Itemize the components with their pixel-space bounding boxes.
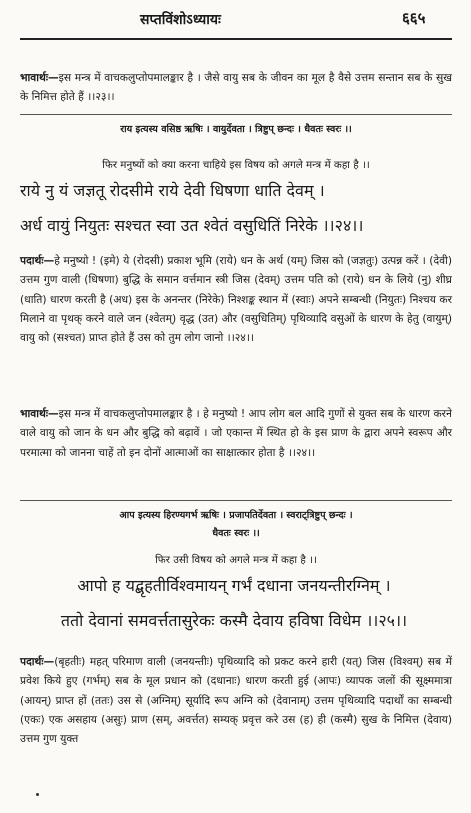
bhavarth-label: भावार्थः— (20, 71, 59, 84)
intro-25: फिर उसी विषय को अगले मन्त्र में कहा है ।। (155, 554, 317, 566)
section-rule (20, 114, 452, 115)
bhavarth-text: इस मन्त्र में वाचकलुप्तोपमालङ्कार है । हे मनुष्यो ! आप लोग बल आदि गुणों से युक्त सब के धारण करने वाले वायु को जान के धन और बुद्धि को बढ़ावें । जो एकान्त में स्थित हो के इस प्राण के द्वारा अपने स्वरूप और परमात्मा को जानना चाहें तो इन दोनों आत्माओं का साक्षात्कार होता है ।।२४।। (20, 407, 452, 459)
padarth-25 (20, 652, 452, 748)
mantra-24-line-1: राये नु यं जज्ञतू रोदसीमे राये देवी धिषणा धाति देवम् । (20, 181, 325, 200)
padarth-24 (20, 251, 452, 347)
page-header (0, 0, 471, 40)
mantra-25-line-2: ततो देवानां समवर्त्ततासुरेकः कस्मै देवाय हविषा विधेम ।।२५।। (60, 611, 408, 630)
padarth-text: (बृहतीः) महत् परिमाण वाली (जनयन्तीः) पृथिव्यादि को प्रकट करने हारी (यत्) जिस (विश्वम्) सब में प्रवेश किये हुए (गर्भम्) सब के मूल प्रधान को (दधानाः) धारण करती हुई (आपः) व्यापक जलों की सूक्ष्ममात्रा (आयन्) प्राप्त हों (ततः) उस से (अग्निम्) सूर्यादि रूप अग्नि को (देवानाम्) उत्तम पृथिव्यादि पदार्थों का सम्बन्धी (एकः) एक असहाय (असुः) प्राण (सम्, अवर्त्तत) सम्यक् प्रवृत्त करे उस (ह) ही (कस्मै) सुख के निमित्त (देवाय) उत्तम गुण युक्त (20, 655, 452, 746)
padarth-text: हे मनुष्यो ! (इमे) ये (रोदसी) प्रकाश भूमि (राये) धन के अर्थ (यम्) जिस को (जज्ञतुः) उत्पन्न करें । (देवी) उत्तम गुण वाली (धिषणा) बुद्धि के समान वर्त्तमान स्त्री जिस (देवम्) उत्तम पति को (राये) धन के लिये (नु) शीघ्र (धाति) धारण करती है (अध) इस के अनन्तर (निरेके) निश्शङ्क स्थान में (स्वाः) अपने सम्बन्धी (नियुतः) निश्चय कर मिलाने वा पृथक् करने वाले जन (श्वेतम्) वृद्ध (उत) और (वसुधितिम्) पृथिव्यादि वसुओं के धारण के हेतु (वायुम्) वायु को (सश्चत) प्राप्त होते हैं उस को तुम लोग जानो ।।२४।। (20, 254, 452, 345)
padarth-label: पदार्थः— (20, 655, 55, 668)
mantra-24-line-2: अर्ध वायुं नियुतः सश्चत स्वा उत श्वेतं वसुधितिं निरेके ।।२४।। (20, 216, 364, 235)
mantra-25-line-1: आपो ह यद्बृहतीर्विश्वमायन् गर्भं दधाना जनयन्तीरग्निम् । (77, 576, 391, 595)
rishi-devata-25-line-2: धैवतः स्वरः ।। (212, 528, 260, 539)
bhavarth-24 (20, 404, 452, 462)
rishi-devata-24: राय इत्यस्य वसिष्ठ ऋषिः । वायुर्देवता । त्रिष्टुप् छन्दः । धैवतः स्वरः ।। (120, 124, 352, 135)
padarth-label: पदार्थः— (20, 254, 55, 267)
chapter-title: सप्तविंशोऽध्यायः (140, 12, 221, 28)
bhavarth-text: इस मन्त्र में वाचकलुप्तोपमालङ्कार है । जैसे वायु सब के जीवन का मूल है वैसे उत्तम सन्तान सब के सुख के निमित्त होते हैं ।।२३।। (20, 71, 452, 104)
bhavarth-23 (20, 68, 452, 107)
header-rule (20, 38, 452, 40)
intro-24: फिर मनुष्यों को क्या करना चाहिये इस विषय को अगले मन्त्र में कहा है ।। (102, 159, 370, 171)
bhavarth-label: भावार्थः— (20, 407, 59, 420)
rishi-devata-25-line-1: आप इत्यस्य हिरण्यगर्भ ऋषिः । प्रजापतिर्देवता । स्वराट्त्रिष्टुप् छन्दः । (119, 510, 353, 521)
page-number: ६६५ (402, 9, 426, 27)
section-rule (20, 500, 452, 501)
scan-speck (36, 793, 39, 796)
